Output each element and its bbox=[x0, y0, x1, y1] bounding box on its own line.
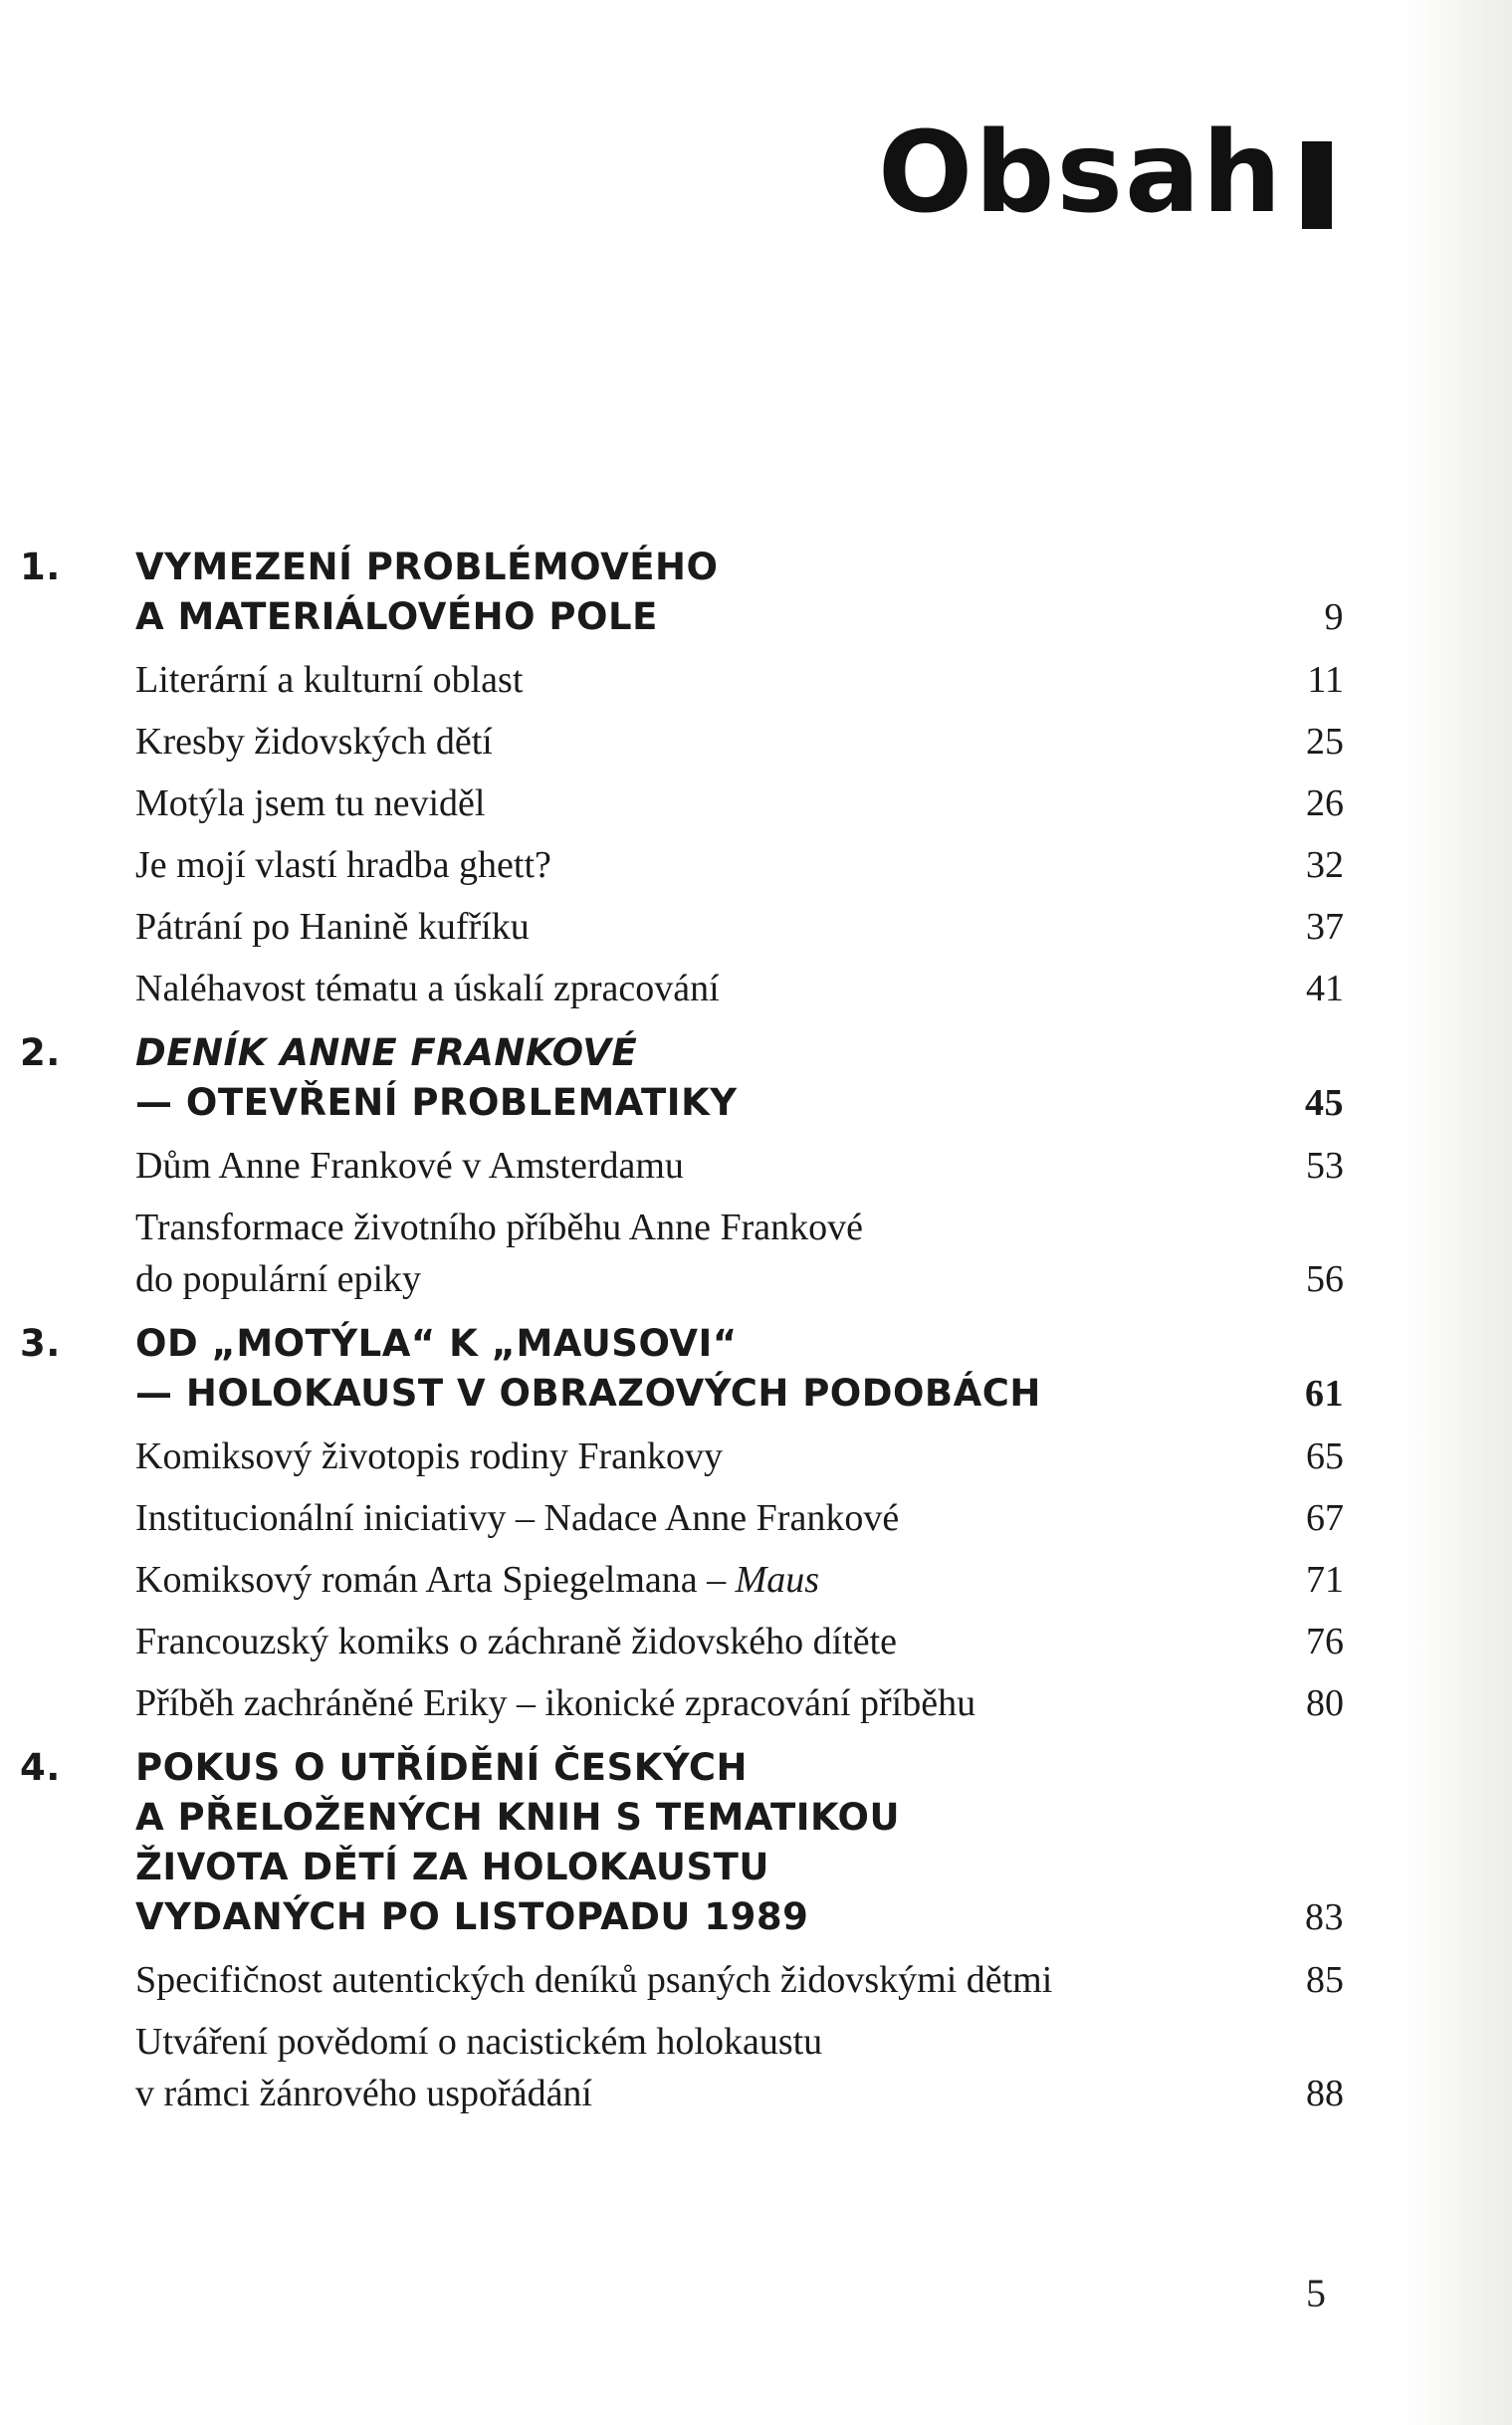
toc-entry bbox=[20, 839, 1344, 891]
toc-entry bbox=[20, 654, 1344, 706]
chapter-title-line: ŽIVOTA DĚTÍ ZA HOLOKAUSTU bbox=[135, 1846, 769, 1888]
entry-title-text: Komiksový román Arta Spiegelmana – bbox=[135, 1559, 736, 1601]
entry-page-number: 26 bbox=[1306, 782, 1344, 824]
toc-entry bbox=[20, 1616, 1344, 1667]
toc-entry bbox=[20, 901, 1344, 953]
toc-entry bbox=[20, 963, 1344, 1014]
entry-title: Francouzský komiks o záchraně židovského dítěte bbox=[135, 1621, 898, 1662]
chapter-title bbox=[135, 1743, 1224, 1942]
chapter-title-line: DENÍK ANNE FRANKOVÉ bbox=[135, 1031, 638, 1074]
entry-title: Je mojí vlastí hradba ghett? bbox=[135, 844, 551, 886]
chapter-number: 3. bbox=[20, 1322, 61, 1365]
entry-page-number: 56 bbox=[1306, 1258, 1344, 1300]
page-number-folio: 5 bbox=[1306, 2271, 1326, 2315]
toc-entry bbox=[20, 1492, 1344, 1544]
entry-page-number: 53 bbox=[1306, 1145, 1344, 1187]
chapter-title-line: POKUS O UTŘÍDĚNÍ ČESKÝCH bbox=[135, 1746, 748, 1789]
entry-page-number: 25 bbox=[1306, 721, 1344, 763]
chapter-title-line: OD „MOTÝLA“ K „MAUSOVI“ bbox=[135, 1322, 738, 1365]
chapter-heading bbox=[20, 1319, 1344, 1419]
entry-title: Naléhavost tématu a úskalí zpracování bbox=[135, 968, 720, 1009]
entry-title: Dům Anne Frankové v Amsterdamu bbox=[135, 1145, 684, 1187]
entry-page-number: 71 bbox=[1306, 1559, 1344, 1601]
entry-title: Příběh zachráněné Eriky – ikonické zpracování příběhu bbox=[135, 1682, 976, 1724]
entry-page-number: 37 bbox=[1306, 906, 1344, 948]
entry-page-number: 85 bbox=[1306, 1959, 1344, 2001]
toc-entry bbox=[20, 1677, 1344, 1729]
toc-entry bbox=[20, 1202, 1344, 1305]
chapter-number: 1. bbox=[20, 546, 61, 588]
chapter-title-line: A PŘELOŽENÝCH KNIH S TEMATIKOU bbox=[135, 1796, 901, 1839]
chapter-title bbox=[135, 1319, 1224, 1419]
entry-title-line: v rámci žánrového uspořádání bbox=[135, 2073, 592, 2114]
chapter-title-line: VYMEZENÍ PROBLÉMOVÉHO bbox=[135, 546, 719, 588]
entry-title bbox=[135, 1554, 1224, 1606]
chapter-number: 2. bbox=[20, 1031, 61, 1074]
entry-title: Motýla jsem tu neviděl bbox=[135, 782, 486, 824]
chapter-title-line: — HOLOKAUST V OBRAZOVÝCH PODOBÁCH bbox=[135, 1372, 1041, 1415]
entry-title-line: Transformace životního příběhu Anne Frankové bbox=[135, 1207, 863, 1248]
chapter-number: 4. bbox=[20, 1746, 61, 1789]
toc-entry bbox=[20, 1954, 1344, 2006]
entry-title-italic: Maus bbox=[735, 1559, 820, 1601]
entry-title: Komiksový životopis rodiny Frankovy bbox=[135, 1435, 724, 1477]
toc-entry bbox=[20, 716, 1344, 768]
entry-page-number: 65 bbox=[1306, 1435, 1344, 1477]
entry-title-line: do populární epiky bbox=[135, 1258, 422, 1300]
toc-entry bbox=[20, 1140, 1344, 1192]
entry-title-line: Utváření povědomí o nacistickém holokaustu bbox=[135, 2021, 823, 2063]
chapter-heading bbox=[20, 543, 1344, 642]
toc-entry bbox=[20, 2016, 1344, 2119]
entry-title bbox=[135, 1202, 1224, 1305]
entry-page-number: 76 bbox=[1306, 1621, 1344, 1662]
entry-title: Institucionální iniciativy – Nadace Anne Frankové bbox=[135, 1497, 900, 1539]
title-bar-decoration bbox=[1302, 141, 1332, 229]
entry-page-number: 88 bbox=[1306, 2073, 1344, 2114]
chapter-title bbox=[135, 1028, 1224, 1128]
chapter-heading bbox=[20, 1028, 1344, 1128]
table-of-contents bbox=[20, 543, 1344, 2119]
toc-entry bbox=[20, 1554, 1344, 1606]
chapter-page-number: 61 bbox=[1305, 1373, 1344, 1415]
entry-title: Specifičnost autentických deníků psaných židovskými dětmi bbox=[135, 1959, 1053, 2001]
chapter-heading bbox=[20, 1743, 1344, 1942]
toc-entry bbox=[20, 1431, 1344, 1482]
entry-page-number: 41 bbox=[1306, 968, 1344, 1009]
entry-title: Literární a kulturní oblast bbox=[135, 659, 524, 701]
entry-title: Pátrání po Hanině kufříku bbox=[135, 906, 530, 948]
page-title: Obsah bbox=[878, 109, 1284, 238]
entry-page-number: 67 bbox=[1306, 1497, 1344, 1539]
chapter-page-number: 83 bbox=[1305, 1896, 1344, 1938]
entry-page-number: 11 bbox=[1307, 659, 1344, 701]
entry-page-number: 80 bbox=[1306, 1682, 1344, 1724]
chapter-page-number: 45 bbox=[1305, 1082, 1344, 1124]
entry-page-number: 32 bbox=[1306, 844, 1344, 886]
entry-title: Kresby židovských dětí bbox=[135, 721, 493, 763]
chapter-title-line: VYDANÝCH PO LISTOPADU 1989 bbox=[135, 1895, 809, 1938]
chapter-title bbox=[135, 543, 1224, 642]
toc-entry bbox=[20, 777, 1344, 829]
chapter-title-line: — OTEVŘENÍ PROBLEMATIKY bbox=[135, 1081, 738, 1124]
chapter-title-line: A MATERIÁLOVÉHO POLE bbox=[135, 595, 658, 638]
chapter-page-number: 9 bbox=[1324, 596, 1344, 638]
entry-title bbox=[135, 2016, 1224, 2119]
